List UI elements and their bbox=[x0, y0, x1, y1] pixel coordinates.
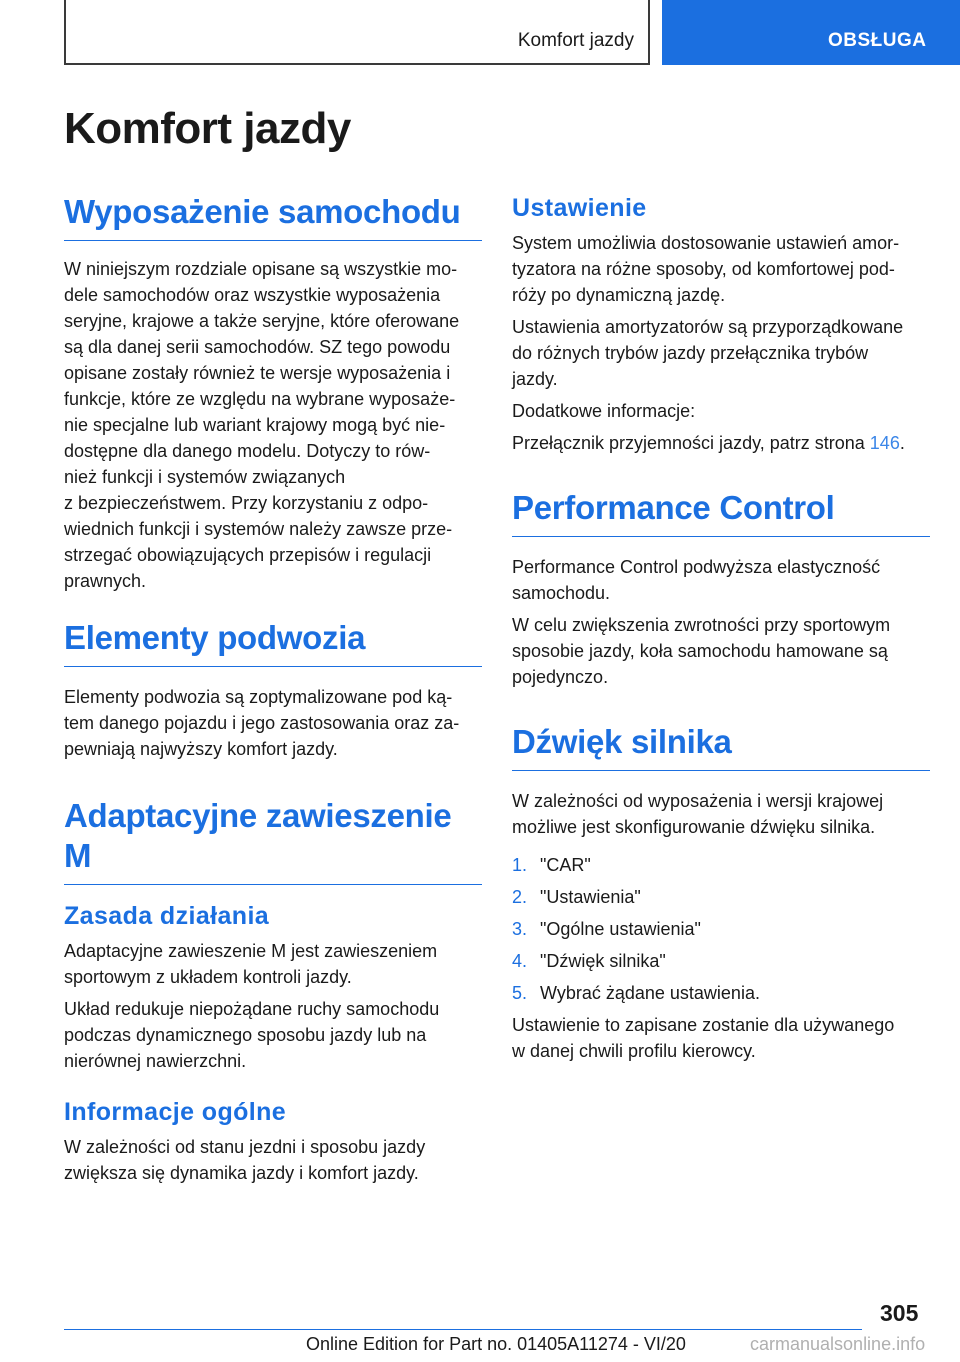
section-text-chassis: Elementy podwozia są zoptymalizowane pod ką‐ tem danego pojazdu i jego zastosowania oraz za‐ pewniają najwyższy komfort jazdy. bbox=[64, 687, 460, 759]
footer-edition: Online Edition for Part no. 01405A11274 - VI/20 bbox=[306, 1334, 686, 1354]
header-section-box bbox=[64, 0, 650, 65]
section-heading-performance-control: Performance Control bbox=[512, 488, 930, 537]
section-text-equipment: W niniejszym rozdziale opisane są wszystkie mo‐ dele samochodów oraz wszystkie wyposażenia seryjne, krajowe a także seryjne, które oferowane są dla danej serii samochodów. SZ tego powodu opisane zostały również te wersje wyposażenia i funkcje, które ze względu na wybrane wyposaże‐ nie specjalne lub wariant krajowy mogą być nie‐ dostępne dla danego modelu. Dotyczy to rów‐ nież funkcji i systemów związanych z bezpieczeństwem. Przy korzystaniu z odpo‐ wiednich funkcji i systemów należy zawsze prze‐ strzegać obowiązujących przepisów i regulacji prawnych. bbox=[64, 259, 460, 591]
section-heading-equipment: Wyposażenie samochodu bbox=[64, 192, 482, 241]
list-item-number: 2. bbox=[512, 887, 528, 907]
subheading-setting: Ustawienie bbox=[512, 194, 647, 222]
text-engine-sound-1: W zależności od wyposażenia i wersji krajowej możliwe jest skonfigurowanie dźwięku silnika. bbox=[512, 791, 884, 837]
footer-watermark[interactable]: carmanualsonline.info bbox=[750, 1334, 926, 1354]
page-title: Komfort jazdy bbox=[64, 104, 351, 153]
text-principle-2: Układ redukuje niepożądane ruchy samochodu podczas dynamicznego sposobu jazdy lub na nierównej nawierzchni. bbox=[64, 999, 440, 1071]
list-item bbox=[512, 916, 701, 942]
header-chapter-label: OBSŁUGA bbox=[828, 30, 927, 51]
section-heading-adaptive-suspension bbox=[64, 796, 482, 885]
list-item-text: "Ogólne ustawienia" bbox=[540, 919, 701, 939]
list-item-number: 3. bbox=[512, 919, 528, 939]
text-setting-4-end: . bbox=[899, 433, 905, 453]
text-performance-2: W celu zwiększenia zwrotności przy sportowym sposobie jazdy, koła samochodu hamowane są pojedynczo. bbox=[512, 615, 891, 687]
list-item-text: "Dźwięk silnika" bbox=[540, 951, 666, 971]
list-item bbox=[512, 948, 666, 974]
list-item-number: 4. bbox=[512, 951, 528, 971]
text-setting-4-body: Przełącznik przyjemności jazdy, patrz strona bbox=[512, 433, 870, 453]
text-setting-1: System umożliwia dostosowanie ustawień amor‐ tyzatora na różne sposoby, od komfortowej pod‐ róży po dynamiczną jazdę. bbox=[512, 233, 900, 305]
subheading-principle: Zasada działania bbox=[64, 902, 270, 930]
text-setting-3: Dodatkowe informacje: bbox=[512, 401, 696, 421]
footer-divider bbox=[64, 1329, 862, 1330]
text-general-info: W zależności od stanu jezdni i sposobu jazdy zwiększa się dynamika jazdy i komfort jazdy. bbox=[64, 1137, 426, 1183]
section-heading-adaptive-suspension-line1: Adaptacyjne zawieszenie bbox=[64, 797, 452, 834]
list-item bbox=[512, 980, 760, 1006]
text-performance-1: Performance Control podwyższa elastyczność samochodu. bbox=[512, 557, 881, 603]
list-item-text: "CAR" bbox=[540, 855, 591, 875]
list-item-number: 5. bbox=[512, 983, 528, 1003]
list-item-text: Wybrać żądane ustawienia. bbox=[540, 983, 760, 1003]
header-chapter-tab[interactable] bbox=[662, 0, 960, 65]
section-heading-adaptive-suspension-line2: M bbox=[64, 837, 92, 874]
text-engine-sound-2: Ustawienie to zapisane zostanie dla używanego w danej chwili profilu kierowcy. bbox=[512, 1015, 895, 1061]
text-setting-4 bbox=[512, 430, 930, 456]
list-item bbox=[512, 884, 641, 910]
subheading-general-info: Informacje ogólne bbox=[64, 1098, 287, 1126]
text-setting-2: Ustawienia amortyzatorów są przyporządkowane do różnych trybów jazdy przełącznika trybów jazdy. bbox=[512, 317, 904, 389]
list-item bbox=[512, 852, 591, 878]
list-item-text: "Ustawienia" bbox=[540, 887, 641, 907]
text-principle-1: Adaptacyjne zawieszenie M jest zawieszeniem sportowym z układem kontroli jazdy. bbox=[64, 941, 438, 987]
header-section-label: Komfort jazdy bbox=[517, 30, 634, 51]
section-heading-chassis: Elementy podwozia bbox=[64, 618, 482, 667]
list-item-number: 1. bbox=[512, 855, 528, 875]
section-heading-engine-sound: Dźwięk silnika bbox=[512, 722, 930, 771]
page-number: 305 bbox=[880, 1300, 919, 1326]
page-reference-link[interactable]: 146 bbox=[869, 433, 900, 453]
